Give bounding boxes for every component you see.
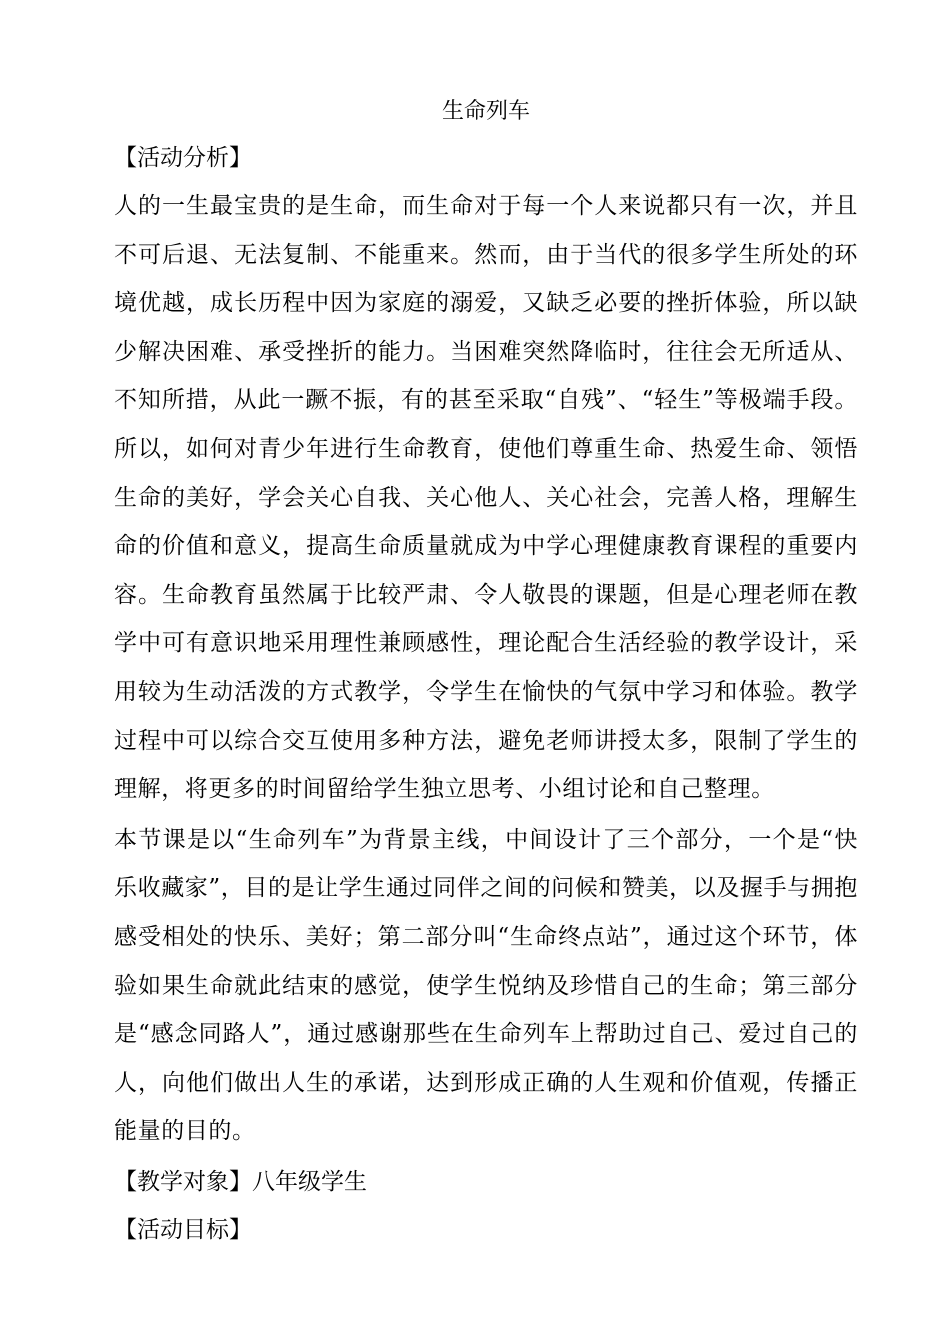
paragraph-activity-analysis: 人的一生最宝贵的是生命，而生命对于每一个人来说都只有一次，并且不可后退、无法复制、不能重来。然而，由于当代的很多学生所处的环境优越，成长历程中因为家庭的溺爱，又缺乏必要的挫折体验，所以缺少解决困难、承受挫折的能力。当困难突然降临时，往往会无所适从、不知所措，从此一蹶不振，有的甚至采取“自残”、“轻生”等极端手段。所以，如何对青少年进行生命教育，使他们尊重生命、热爱生命、领悟生命的美好，学会关心自我、关心他人、关心社会，完善人格，理解生命的价值和意义，提高生命质量就成为中学心理健康教育课程的重要内容。生命教育虽然属于比较严肃、令人敬畏的课题，但是心理老师在教学中可有意识地采用理性兼顾感性，理论配合生活经验的教学设计，采用较为生动活泼的方式教学，令学生在愉快的气氛中学习和体验。教学过程中可以综合交互使用多种方法，避免老师讲授太多，限制了学生的理解，将更多的时间留给学生独立思考、小组讨论和自己整理。 [114,193,858,803]
section-heading-activity-goal: 【活动目标】 [114,1216,252,1243]
document-page [114,94,858,1248]
paragraph-lesson-structure: 本节课是以“生命列车”为背景主线，中间设计了三个部分，一个是“快乐收藏家”，目的是让学生通过同伴之间的问候和赞美，以及握手与拥抱感受相处的快乐、美好；第二部分叫“生命终点站”，通过这个环节，体验如果生命就此结束的感觉，使学生悦纳及珍惜自己的生命；第三部分是“感念同路人”，通过感谢那些在生命列车上帮助过自己、爱过自己的人，向他们做出人生的承诺，达到形成正确的人生观和价值观，传播正能量的目的。 [114,826,858,1145]
section-heading-teaching-target: 【教学对象】八年级学生 [114,1168,367,1195]
section-heading-activity-analysis: 【活动分析】 [114,145,252,171]
document-title: 生命列车 [441,99,530,124]
